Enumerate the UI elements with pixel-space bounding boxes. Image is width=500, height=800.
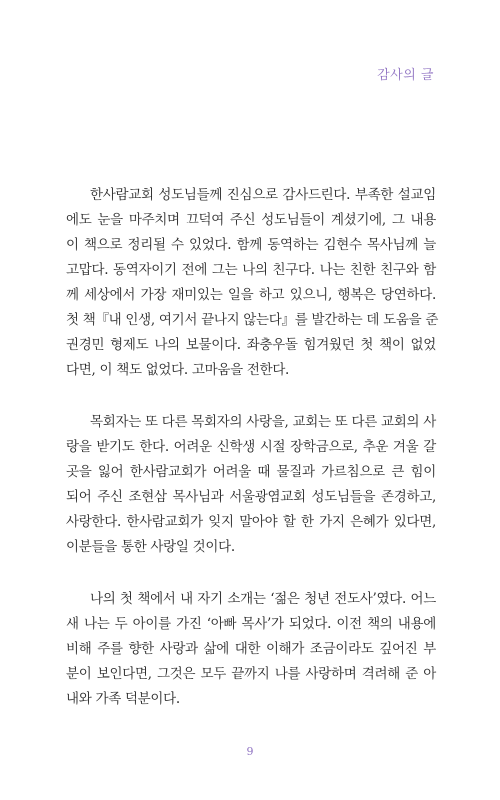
text-line: 나의 첫 책에서 내 자기 소개는 ‘젊은 청년 전도사’였다. 어느 xyxy=(90,591,436,607)
text-line: 이분들을 통한 사랑일 것이다. xyxy=(66,539,235,555)
text-line: 랑을 받기도 한다. 어려운 신학생 시절 장학금으로, 추운 겨울 갈 xyxy=(66,439,436,455)
text-line: 께 세상에서 가장 재미있는 일을 하고 있으니, 행복은 당연하다. xyxy=(66,287,436,303)
text-line: 분이 보인다면, 그것은 모두 끝까지 나를 사랑하며 격려해 준 아 xyxy=(66,666,436,682)
paragraph-2 xyxy=(66,410,436,560)
text-line: 한사람교회 성도님들께 진심으로 감사드린다. 부족한 설교임 xyxy=(90,187,436,203)
text-line: 되어 주신 조현삼 목사님과 서울광염교회 성도님들을 존경하고, xyxy=(66,489,436,505)
text-line: 에도 눈을 마주치며 끄덕여 주신 성도님들이 계셨기에, 그 내용 xyxy=(66,212,436,228)
text-line: 비해 주를 향한 사랑과 삶에 대한 이해가 조금이라도 깊어진 부 xyxy=(66,641,436,657)
running-head-title: 감사의 글 xyxy=(377,68,434,83)
paragraph-1 xyxy=(66,183,439,383)
text-line: 새 나는 두 아이를 가진 ‘아빠 목사’가 되었다. 이전 책의 내용에 xyxy=(66,616,436,632)
text-line: 첫 책『내 인생, 여기서 끝나지 않는다』를 발간하는 데 도움을 준 xyxy=(66,312,439,328)
text-line: 다면, 이 책도 없었다. 고마움을 전한다. xyxy=(66,362,290,378)
text-line: 목회자는 또 다른 목회자의 사랑을, 교회는 또 다른 교회의 사 xyxy=(90,414,436,430)
text-line: 내와 가족 덕분이다. xyxy=(66,691,180,707)
text-line: 고맙다. 동역자이기 전에 그는 나의 친구다. 나는 친한 친구와 함 xyxy=(66,262,436,278)
text-line: 권경민 형제도 나의 보물이다. 좌충우돌 힘겨웠던 첫 책이 없었 xyxy=(66,337,436,353)
paragraph-3 xyxy=(66,587,436,712)
acknowledgements-body xyxy=(66,183,439,739)
text-line: 이 책으로 정리될 수 있었다. 함께 동역하는 김현수 목사님께 늘 xyxy=(66,237,436,253)
page-number: 9 xyxy=(246,745,254,758)
text-line: 곳을 잃어 한사람교회가 어려울 때 물질과 가르침으로 큰 힘이 xyxy=(66,464,436,480)
text-line: 사랑한다. 한사람교회가 잊지 말아야 할 한 가지 은혜가 있다면, xyxy=(66,514,436,530)
